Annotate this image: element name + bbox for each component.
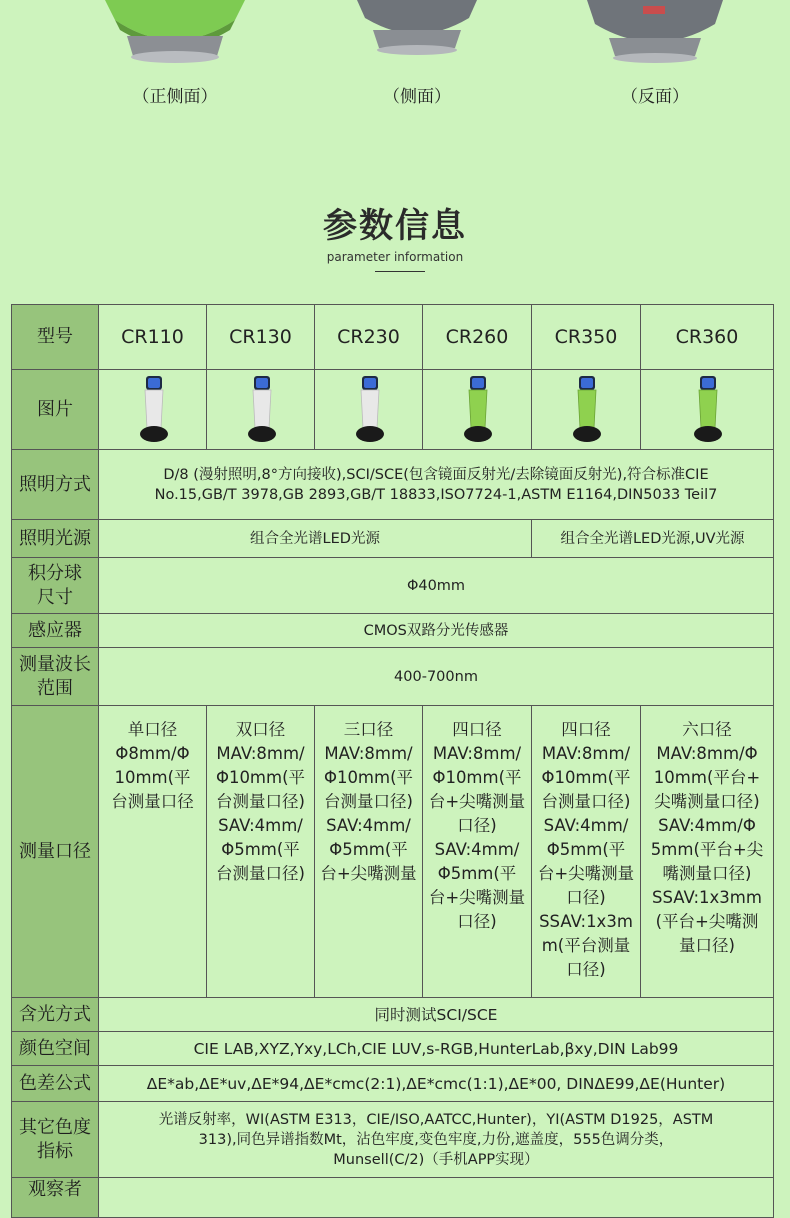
observer-label: 观察者 <box>12 1178 99 1218</box>
other-line-2: 313),同色异谱指数Mt，沾色牢度,变色牢度,力份,遮盖度，555色调分类， <box>198 1131 674 1148</box>
aperture-line: MAV:8mm/Φ <box>656 744 758 763</box>
other-label <box>12 1102 99 1178</box>
aperture-line: SAV:4mm/ <box>434 840 520 859</box>
section-title: 参数信息 <box>323 206 467 246</box>
model-cr350: CR350 <box>532 305 641 370</box>
model-cr110: CR110 <box>99 305 207 370</box>
aperture-line: 四口径 <box>452 720 502 739</box>
illumination-label: 照明方式 <box>12 450 99 520</box>
other-line-3: Munsell(C/2)（手机APP实现） <box>333 1151 539 1168</box>
color-diff-label: 色差公式 <box>12 1066 99 1102</box>
model-cr260: CR260 <box>423 305 532 370</box>
device-front-side-image <box>95 0 255 80</box>
wavelength-label <box>12 648 99 706</box>
back-view <box>575 0 735 110</box>
row-image <box>12 370 774 450</box>
model-cr130: CR130 <box>207 305 315 370</box>
image-cell-cr130 <box>207 370 315 450</box>
aperture-line: 尖嘴测量口径) <box>654 792 760 811</box>
row-light-source <box>12 520 774 558</box>
device-thumbnail <box>687 374 727 446</box>
sphere-label-line-2: 尺寸 <box>37 586 73 608</box>
other-line-1: 光谱反射率，WI(ASTM E313，CIE/ISO,AATCC,Hunter)，YI(ASTM D1925，ASTM <box>158 1111 714 1128</box>
aperture-line: SAV:4mm/ <box>218 816 303 835</box>
device-thumbnail <box>566 374 606 446</box>
light-source-value-b: 组合全光谱LED光源,UV光源 <box>532 520 774 558</box>
light-source-label: 照明光源 <box>12 520 99 558</box>
aperture-line: 5mm(平台+尖 <box>650 840 764 859</box>
aperture-line: MAV:8mm/ <box>432 744 522 763</box>
row-aperture <box>12 706 774 998</box>
image-label: 图片 <box>12 370 99 450</box>
aperture-line: MAV:8mm/ <box>324 744 413 763</box>
aperture-line: Φ10mm(平 <box>541 768 631 787</box>
wavelength-label-line-1: 测量波长 <box>19 653 91 675</box>
aperture-line: Φ10mm(平 <box>323 768 414 787</box>
device-thumbnail <box>241 374 281 446</box>
device-thumbnail <box>349 374 389 446</box>
aperture-line: Φ10mm(平 <box>432 768 522 787</box>
side-label: （侧面） <box>383 87 451 107</box>
aperture-line: 口径) <box>566 888 606 907</box>
aperture-line: 台+尖嘴测量 <box>537 864 635 883</box>
device-thumbnail <box>457 374 497 446</box>
row-other <box>12 1102 774 1178</box>
aperture-line: 台测量口径 <box>111 792 194 811</box>
sphere-value: Φ40mm <box>99 558 774 614</box>
aperture-line: 台+尖嘴测量 <box>428 792 526 811</box>
aperture-line: Φ5mm(平 <box>329 840 408 859</box>
front-side-label: （正侧面） <box>132 87 218 107</box>
aperture-line: m(平台测量 <box>541 936 631 955</box>
aperture-line: SAV:4mm/ <box>326 816 411 835</box>
specular-label: 含光方式 <box>12 998 99 1032</box>
aperture-cr110 <box>99 706 207 998</box>
row-sensor <box>12 614 774 648</box>
side-view <box>337 0 497 110</box>
aperture-line: (平台+尖嘴测 <box>655 912 759 931</box>
image-cell-cr360 <box>641 370 774 450</box>
aperture-cr230 <box>315 706 423 998</box>
color-diff-value: ΔE*ab,ΔE*uv,ΔE*94,ΔE*cmc(2:1),ΔE*cmc(1:1),ΔE*00, DINΔE99,ΔE(Hunter) <box>99 1066 774 1102</box>
aperture-line: Φ10mm(平 <box>215 768 306 787</box>
aperture-line: 量口径) <box>679 936 735 955</box>
wavelength-value: 400-700nm <box>99 648 774 706</box>
sphere-label-line-1: 积分球 <box>28 562 82 584</box>
aperture-line: 六口径 <box>682 720 732 739</box>
row-observer <box>12 1178 774 1218</box>
product-views <box>0 0 790 110</box>
image-cell-cr260 <box>423 370 532 450</box>
aperture-cr260 <box>423 706 532 998</box>
observer-value <box>99 1178 774 1218</box>
color-space-value: CIE LAB,XYZ,Yxy,LCh,CIE LUV,s-RGB,HunterLab,βxy,DIN Lab99 <box>99 1032 774 1066</box>
aperture-line: 口径) <box>457 912 497 931</box>
aperture-line: Φ5mm(平 <box>437 864 517 883</box>
sensor-value: CMOS双路分光传感器 <box>99 614 774 648</box>
aperture-line: 台测量口径) <box>324 792 413 811</box>
aperture-line: 台+尖嘴测量 <box>320 864 417 883</box>
aperture-label: 测量口径 <box>12 706 99 998</box>
sensor-label: 感应器 <box>12 614 99 648</box>
image-cell-cr230 <box>315 370 423 450</box>
aperture-line: 台测量口径) <box>216 864 305 883</box>
other-value <box>99 1102 774 1178</box>
aperture-line: Φ5mm(平 <box>546 840 626 859</box>
row-model <box>12 305 774 370</box>
specular-value: 同时测试SCI/SCE <box>99 998 774 1032</box>
aperture-line: 四口径 <box>561 720 611 739</box>
wavelength-label-line-2: 范围 <box>37 677 73 699</box>
row-color-diff <box>12 1066 774 1102</box>
image-cell-cr110 <box>99 370 207 450</box>
device-thumbnail <box>133 374 173 446</box>
aperture-line: 三口径 <box>343 720 394 739</box>
aperture-cr130 <box>207 706 315 998</box>
aperture-line: MAV:8mm/ <box>541 744 631 763</box>
light-source-value-a: 组合全光谱LED光源 <box>99 520 532 558</box>
heading-divider <box>375 271 425 272</box>
model-cr230: CR230 <box>315 305 423 370</box>
row-wavelength <box>12 648 774 706</box>
aperture-cr360 <box>641 706 774 998</box>
aperture-line: 台+尖嘴测量 <box>428 888 526 907</box>
illumination-line-2: No.15,GB/T 3978,GB 2893,GB/T 18833,ISO7724-1,ASTM E1164,DIN5033 Teil7 <box>154 486 718 503</box>
aperture-line: 口径) <box>566 960 606 979</box>
other-label-line-1: 其它色度 <box>19 1116 91 1138</box>
aperture-line: 台测量口径) <box>541 792 631 811</box>
color-space-label: 颜色空间 <box>12 1032 99 1066</box>
device-side-image <box>337 0 497 80</box>
illumination-line-1: D/8 (漫射照明,8°方向接收),SCI/SCE(包含镜面反射光/去除镜面反射光),符合标准CIE <box>163 466 709 483</box>
aperture-cr350 <box>532 706 641 998</box>
aperture-line: 双口径 <box>235 720 286 739</box>
device-back-image <box>575 0 735 80</box>
aperture-line: 嘴测量口径) <box>662 864 752 883</box>
aperture-line: 单口径 <box>127 720 178 739</box>
aperture-line: Φ8mm/Φ <box>115 744 190 763</box>
row-illumination <box>12 450 774 520</box>
aperture-line: SSAV:1x3m <box>539 912 633 931</box>
other-label-line-2: 指标 <box>37 1140 73 1162</box>
spec-table <box>11 304 774 1218</box>
sphere-label <box>12 558 99 614</box>
model-cr360: CR360 <box>641 305 774 370</box>
section-subtitle: parameter information <box>326 250 464 264</box>
aperture-line: 台测量口径) <box>216 792 305 811</box>
illumination-value <box>99 450 774 520</box>
image-cell-cr350 <box>532 370 641 450</box>
row-color-space <box>12 1032 774 1066</box>
aperture-line: 10mm(平 <box>114 768 191 787</box>
aperture-line: SAV:4mm/ <box>543 816 629 835</box>
aperture-line: SSAV:1x3mm <box>652 888 762 907</box>
aperture-line: 10mm(平台+ <box>653 768 761 787</box>
back-label: （反面） <box>621 87 689 107</box>
row-sphere <box>12 558 774 614</box>
aperture-line: 口径) <box>457 816 497 835</box>
model-label: 型号 <box>12 305 99 370</box>
aperture-line: Φ5mm(平 <box>221 840 300 859</box>
row-specular <box>12 998 774 1032</box>
aperture-line: MAV:8mm/ <box>216 744 305 763</box>
aperture-line: SAV:4mm/Φ <box>658 816 756 835</box>
front-side-view <box>95 0 255 110</box>
